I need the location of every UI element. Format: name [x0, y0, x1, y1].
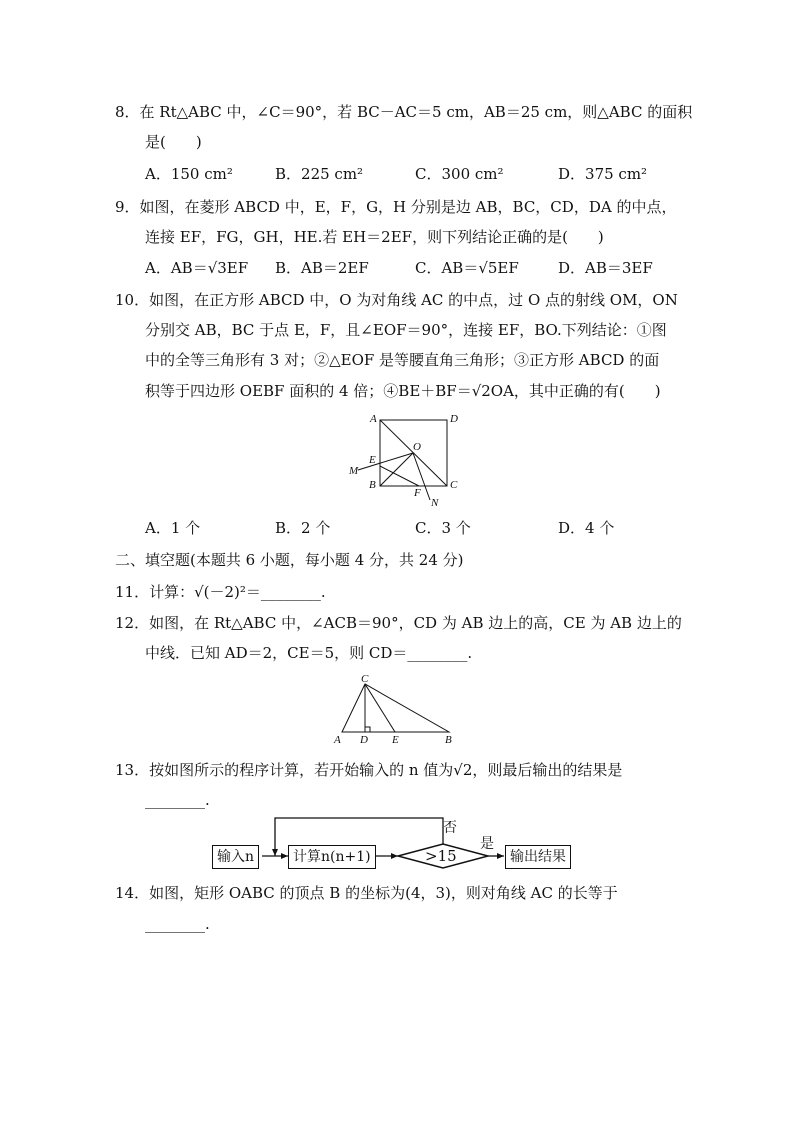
q10-line1: 10．如图，在正方形 ABCD 中，O 为对角线 AC 的中点，过 O 点的射线 OM，ON [115, 291, 678, 309]
label-e: E [392, 734, 399, 746]
q8-option-d: D．375 cm² [558, 165, 648, 183]
q13-line1: 13．按如图所示的程序计算，若开始输入的 n 值为√2，则最后输出的结果是 [115, 761, 623, 779]
q10-line2: 分别交 AB，BC 于点 E，F，且∠EOF＝90°，连接 EF，BO.下列结论：①图 [145, 321, 667, 339]
q10-line4: 积等于四边形 OEBF 面积的 4 倍；④BE＋BF＝√2OA，其中正确的有( ) [145, 382, 661, 400]
q12-triangle-figure [325, 672, 465, 748]
q10-option-a: A．1 个 [145, 519, 201, 537]
label-a: A [334, 734, 341, 746]
q14-line1: 14．如图，矩形 OABC 的顶点 B 的坐标为(4，3)，则对角线 AC 的长等于 [115, 884, 618, 902]
median-ce [365, 684, 395, 732]
flow-input-box: 输入n [212, 845, 259, 869]
q14-line2: ________. [145, 915, 210, 933]
arrowhead-output [497, 853, 504, 859]
q9-line1: 9．如图，在菱形 ABCD 中，E，F，G，H 分别是边 AB，BC，CD，DA 的中点， [115, 198, 677, 216]
flow-no-label: 否 [443, 820, 457, 836]
flow-yes-label: 是 [480, 836, 494, 852]
flow-output-box: 输出结果 [505, 845, 571, 869]
label-c: C [450, 479, 458, 491]
right-angle-mark [365, 727, 370, 732]
q10-option-c: C．3 个 [415, 519, 471, 537]
segment-ef [380, 466, 419, 486]
q9-line2: 连接 EF，FG，GH，HE.若 EH＝2EF，则下列结论正确的是( ) [145, 228, 604, 246]
q8-option-b: B．225 cm² [275, 165, 364, 183]
q11-line1: 11．计算：√(－2)²＝________. [115, 583, 326, 601]
arrowhead-loop [272, 849, 278, 856]
q9-option-c: C．AB＝√5EF [415, 259, 519, 277]
q10-option-b: B．2 个 [275, 519, 331, 537]
arrowhead-compute [281, 853, 288, 859]
q8-option-a: A．150 cm² [145, 165, 233, 183]
label-c: C [361, 673, 369, 685]
q8-line2: 是( ) [145, 133, 202, 151]
q9-option-b: B．AB＝2EF [275, 259, 369, 277]
q13-line2: ________. [145, 791, 210, 809]
label-d: D [450, 413, 458, 425]
label-d: D [360, 734, 368, 746]
label-a: A [370, 413, 377, 425]
q9-option-a: A．AB＝√3EF [145, 259, 249, 277]
q9-option-d: D．AB＝3EF [558, 259, 653, 277]
q10-option-d: D．4 个 [558, 519, 615, 537]
section-fill-in-heading: 二、填空题(本题共 6 小题，每小题 4 分，共 24 分) [115, 551, 464, 569]
q10-square-figure [340, 408, 470, 508]
label-f: F [414, 487, 421, 499]
q12-line1: 12．如图，在 Rt△ABC 中，∠ACB＝90°，CD 为 AB 边上的高，CE 为 AB 边上的 [115, 614, 682, 632]
label-b: B [369, 479, 376, 491]
flow-compute-box: 计算n(n+1) [288, 845, 376, 869]
q8-line1: 8．在 Rt△ABC 中，∠C＝90°，若 BC－AC＝5 cm，AB＝25 cm，则△ABC 的面积 [115, 103, 693, 121]
q12-line2: 中线．已知 AD＝2，CE＝5，则 CD＝________. [145, 644, 473, 662]
q10-line3: 中的全等三角形有 3 对；②△EOF 是等腰直角三角形；③正方形 ABCD 的面 [145, 351, 660, 369]
triangle-abc [342, 684, 449, 732]
label-b: B [445, 734, 452, 746]
label-e: E [369, 454, 376, 466]
flow-condition-label: >15 [425, 847, 457, 865]
label-m: M [349, 465, 359, 477]
label-o: O [413, 441, 421, 453]
label-n: N [431, 497, 439, 508]
q8-option-c: C．300 cm² [415, 165, 504, 183]
